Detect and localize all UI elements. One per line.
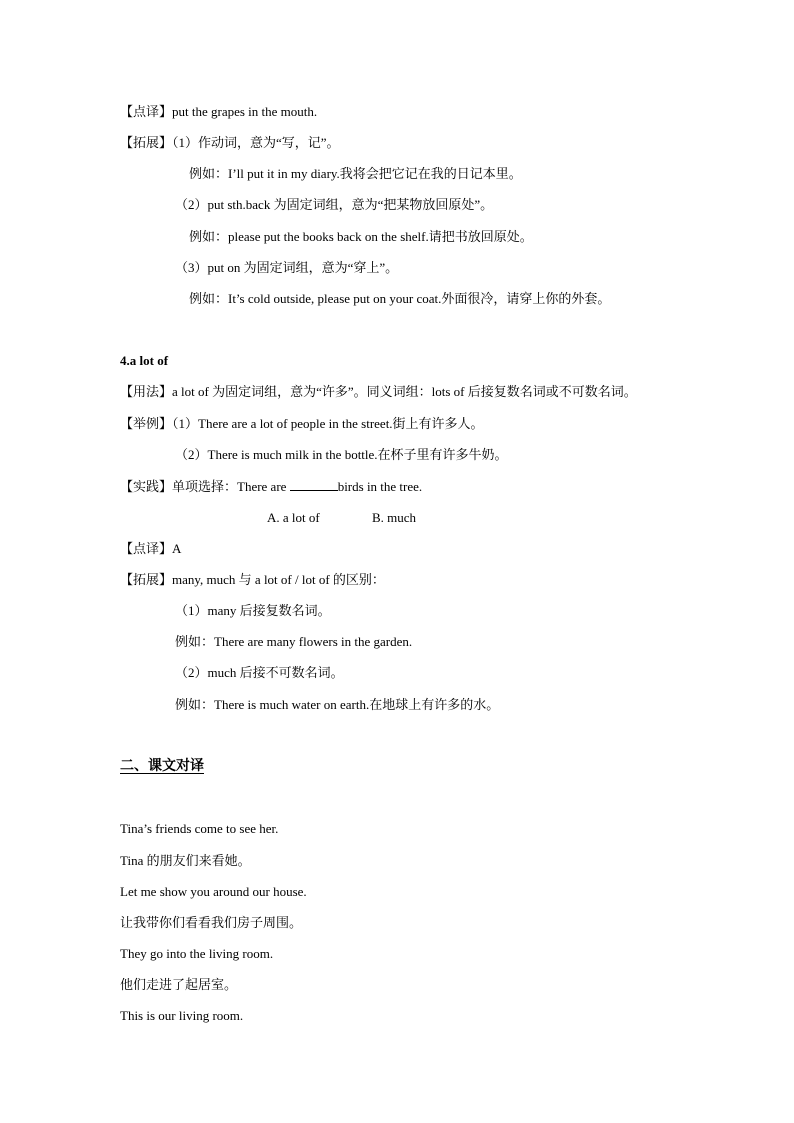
section-title: 二、课文对译 (120, 759, 204, 774)
option-b: B. much (372, 510, 417, 525)
extension-much-example: 例如：There is much water on earth.在地球上有许多的水。 (175, 697, 500, 712)
extension-heading-2: 【拓展】many, much 与 a lot of / lot of 的区别： (120, 572, 385, 587)
section-heading-a-lot-of: 4.a lot of (120, 353, 169, 368)
translation-line: They go into the living room. (120, 946, 274, 961)
translation-line: 他们走进了起居室。 (120, 977, 238, 992)
practice-suffix: birds in the tree. (337, 479, 423, 494)
extension-1-example: 例如：I’ll put it in my diary.我将会把它记在我的日记本里。 (189, 166, 522, 181)
translation-line: Let me show you around our house. (120, 884, 307, 899)
answer-blank (290, 478, 338, 491)
practice-question (120, 478, 422, 495)
usage-line: 【用法】a lot of 为固定词组，意为“许多”。同义词组：lots of 后接复数名词或不可数名词。 (120, 384, 637, 399)
translation-line: Tina 的朋友们来看她。 (120, 853, 251, 868)
extension-many-example: 例如：There are many flowers in the garden. (175, 634, 413, 649)
extension-heading: 【拓展】（1）作动词，意为“写，记”。 (120, 135, 340, 150)
example-2: （2）There is much milk in the bottle.在杯子里有许多牛奶。 (175, 447, 508, 462)
option-a: A. a lot of (267, 510, 320, 525)
extension-much: （2）much 后接不可数名词。 (175, 665, 344, 680)
extension-2-example: 例如：please put the books back on the shelf.请把书放回原处。 (189, 229, 533, 244)
extension-3: （3）put on 为固定词组，意为“穿上”。 (175, 260, 399, 275)
note-line: 【点译】put the grapes in the mouth. (120, 104, 318, 119)
example-1: 【举例】（1）There are a lot of people in the street.街上有许多人。 (120, 416, 484, 431)
extension-many: （1）many 后接复数名词。 (175, 603, 331, 618)
translation-line: 让我带你们看看我们房子周围。 (120, 915, 303, 930)
translation-line: This is our living room. (120, 1008, 244, 1023)
answer-line: 【点译】A (120, 541, 182, 556)
extension-3-example: 例如：It’s cold outside, please put on your coat.外面很冷，请穿上你的外套。 (189, 291, 611, 306)
extension-2: （2）put sth.back 为固定词组，意为“把某物放回原处”。 (175, 197, 494, 212)
practice-prefix: 【实践】单项选择：There are (120, 479, 290, 494)
translation-line: Tina’s friends come to see her. (120, 821, 279, 836)
